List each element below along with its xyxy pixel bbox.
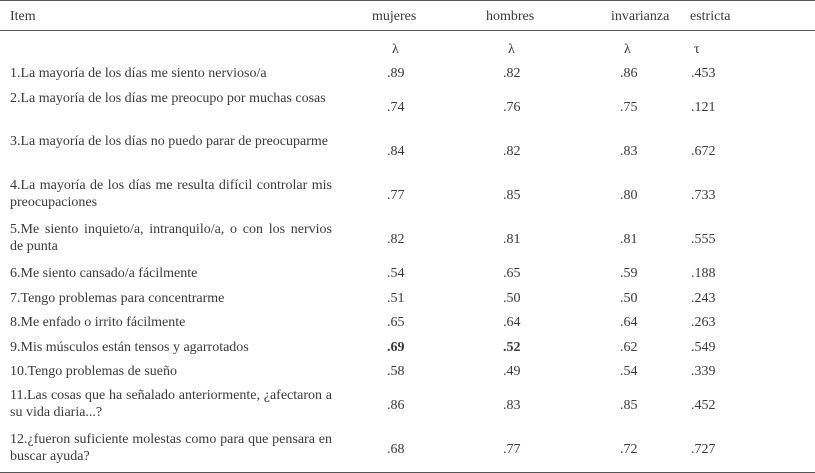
row-6-mujeres: .54 — [387, 266, 405, 281]
row-5-invarianza: .81 — [620, 232, 638, 247]
row-4-item: 4.La mayoría de los días me resulta difícil controlar mis preocupaciones — [10, 178, 332, 210]
symbol-mujeres: λ — [392, 42, 399, 57]
row-8-hombres: .64 — [503, 315, 521, 330]
row-9-estricta: .549 — [691, 340, 716, 355]
row-2-invarianza: .75 — [620, 100, 638, 115]
row-3-item: 3.La mayoría de los días no puedo parar de preocuparme — [10, 134, 328, 149]
row-12-invarianza: .72 — [620, 442, 638, 457]
row-4-mujeres: .77 — [387, 188, 405, 203]
row-11-mujeres: .86 — [387, 398, 405, 413]
row-8-estricta: .263 — [691, 315, 716, 330]
row-12-item: 12.¿fueron suficiente molestas como para que pensara en buscar ayuda? — [10, 432, 332, 464]
row-6-invarianza: .59 — [620, 266, 638, 281]
row-5-mujeres: .82 — [387, 232, 405, 247]
symbol-invarianza: λ — [624, 42, 631, 57]
row-9-mujeres: .69 — [387, 340, 405, 355]
row-12-hombres: .77 — [503, 442, 521, 457]
row-3-hombres: .82 — [503, 144, 521, 159]
row-8-mujeres: .65 — [387, 315, 405, 330]
row-7-estricta: .243 — [691, 291, 716, 306]
symbol-hombres: λ — [508, 42, 515, 57]
row-10-hombres: .49 — [503, 364, 521, 379]
row-10-item: 10.Tengo problemas de sueño — [10, 364, 177, 379]
row-12-mujeres: .68 — [387, 442, 405, 457]
header-item: Item — [10, 9, 36, 24]
row-6-item: 6.Me siento cansado/a fácilmente — [10, 266, 198, 281]
row-2-estricta: .121 — [691, 100, 716, 115]
row-1-item: 1.La mayoría de los días me siento nervioso/a — [10, 66, 267, 81]
row-8-item: 8.Me enfado o irrito fácilmente — [10, 315, 186, 330]
header-invarianza: invarianza — [611, 9, 670, 24]
row-11-hombres: .83 — [503, 398, 521, 413]
row-1-mujeres: .89 — [387, 66, 405, 81]
row-2-item: 2.La mayoría de los días me preocupo por muchas cosas — [10, 91, 326, 106]
header-rule — [0, 30, 815, 31]
row-1-invarianza: .86 — [620, 66, 638, 81]
row-7-mujeres: .51 — [387, 291, 405, 306]
row-11-estricta: .452 — [691, 398, 716, 413]
row-6-hombres: .65 — [503, 266, 521, 281]
row-6-estricta: .188 — [691, 266, 716, 281]
row-1-hombres: .82 — [503, 66, 521, 81]
row-4-invarianza: .80 — [620, 188, 638, 203]
row-2-mujeres: .74 — [387, 100, 405, 115]
row-10-estricta: .339 — [691, 364, 716, 379]
row-3-invarianza: .83 — [620, 144, 638, 159]
row-11-item: 11.Las cosas que ha señalado anteriormente, ¿afectaron a su vida diaria...? — [10, 388, 332, 420]
row-9-hombres: .52 — [503, 340, 521, 355]
row-4-hombres: .85 — [503, 188, 521, 203]
row-5-item: 5.Me siento inquieto/a, intranquilo/a, o con los nervios de punta — [10, 222, 332, 254]
header-mujeres: mujeres — [372, 9, 417, 24]
row-2-hombres: .76 — [503, 100, 521, 115]
header-estricta: estricta — [690, 9, 731, 24]
row-10-invarianza: .54 — [620, 364, 638, 379]
row-1-estricta: .453 — [691, 66, 716, 81]
row-9-invarianza: .62 — [620, 340, 638, 355]
row-5-hombres: .81 — [503, 232, 521, 247]
header-hombres: hombres — [486, 9, 535, 24]
table-top-rule — [0, 0, 815, 1]
row-8-invarianza: .64 — [620, 315, 638, 330]
row-3-estricta: .672 — [691, 144, 716, 159]
row-4-estricta: .733 — [691, 188, 716, 203]
row-7-item: 7.Tengo problemas para concentrarme — [10, 291, 225, 306]
row-9-item: 9.Mis músculos están tensos y agarrotados — [10, 340, 249, 355]
row-5-estricta: .555 — [691, 232, 716, 247]
row-7-hombres: .50 — [503, 291, 521, 306]
row-12-estricta: .727 — [691, 442, 716, 457]
row-10-mujeres: .58 — [387, 364, 405, 379]
row-3-mujeres: .84 — [387, 144, 405, 159]
row-11-invarianza: .85 — [620, 398, 638, 413]
row-7-invarianza: .50 — [620, 291, 638, 306]
symbol-estricta: τ — [694, 42, 700, 57]
